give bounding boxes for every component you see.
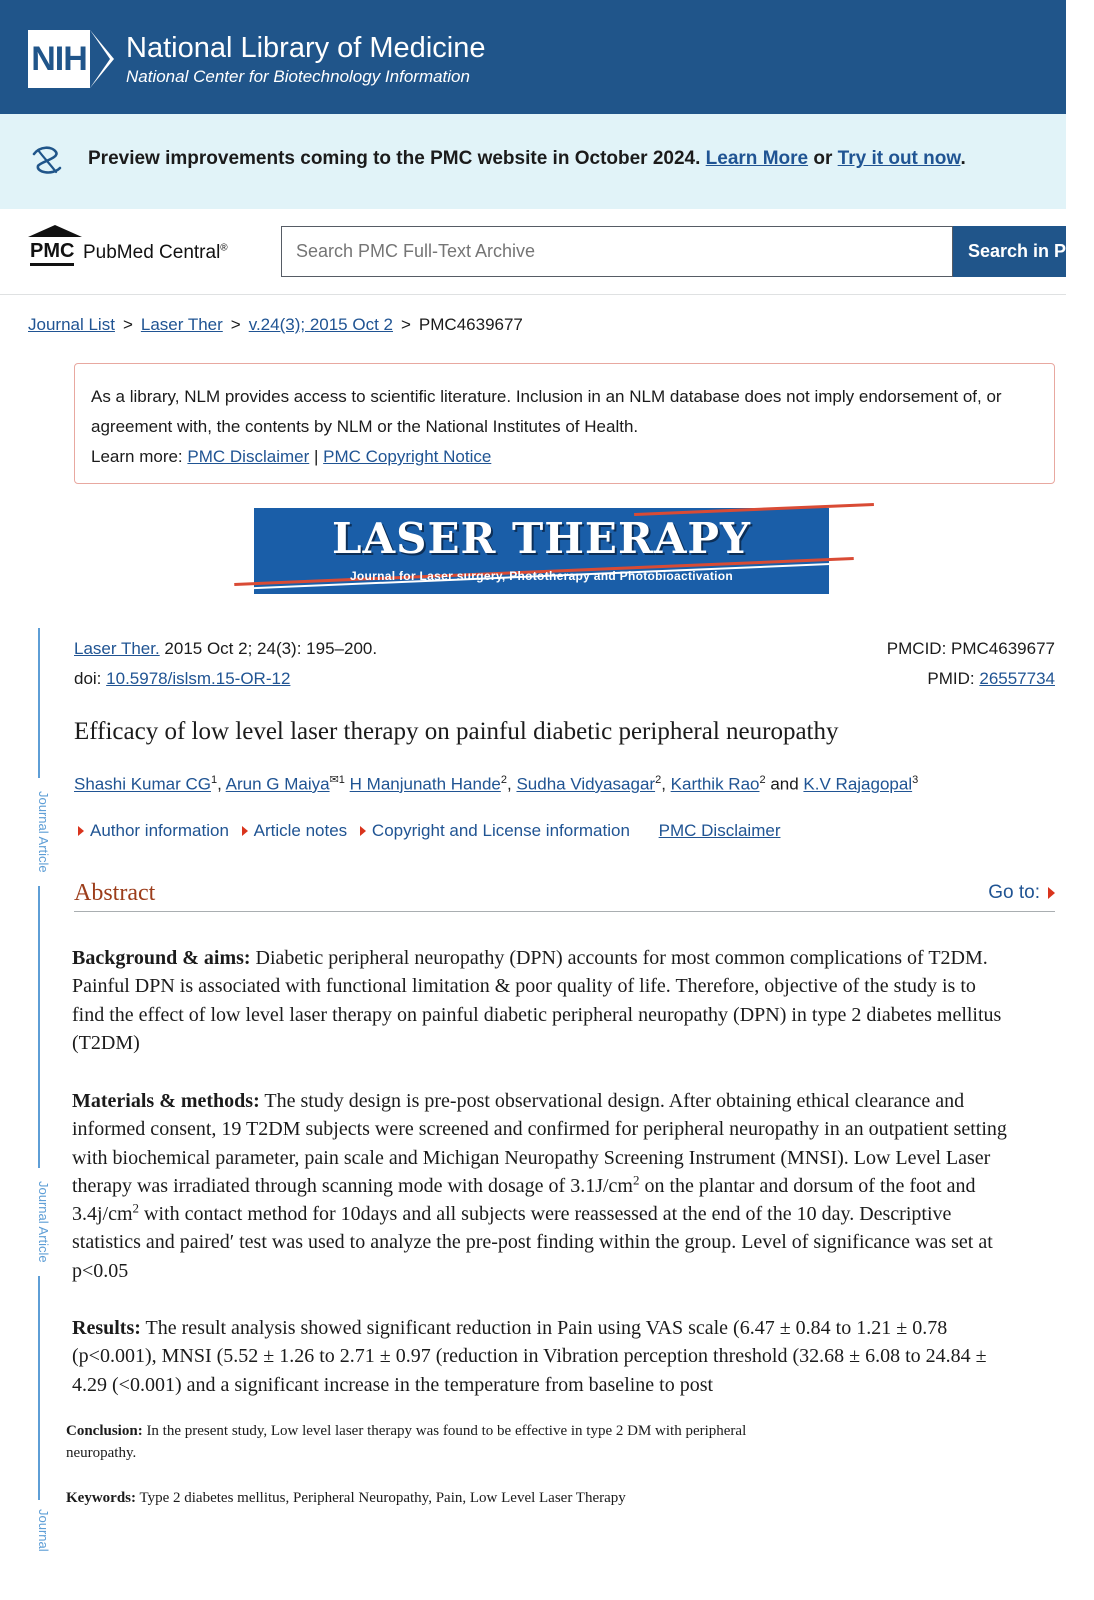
try-it-out-link[interactable]: Try it out now — [837, 148, 961, 169]
abstract-heading: Abstract — [74, 880, 156, 906]
breadcrumb — [28, 315, 523, 335]
article-notes-label: Article notes — [253, 821, 348, 840]
nlm-title[interactable]: National Library of Medicine — [126, 32, 486, 64]
citation-left — [74, 634, 377, 694]
methods-superscript: 2 — [132, 1200, 140, 1216]
citation-line — [74, 634, 377, 664]
methods-label: Materials & methods: — [72, 1090, 260, 1112]
background-label: Background & aims: — [72, 947, 251, 969]
methods-superscript: 2 — [632, 1172, 640, 1188]
author-affiliation: 2 — [655, 774, 662, 786]
breadcrumb-issue[interactable]: v.24(3); 2015 Oct 2 — [248, 315, 393, 334]
pmc-search-bar — [0, 209, 1094, 295]
author-affiliation: 3 — [912, 774, 919, 786]
caret-right-icon — [78, 826, 84, 836]
preview-text — [88, 148, 966, 170]
journal-link[interactable]: Laser Ther. — [74, 639, 160, 658]
author-link[interactable]: K.V Rajagopal — [803, 774, 913, 794]
rail-label-journal-article: Journal Article — [27, 1168, 51, 1276]
breadcrumb-current: PMC4639677 — [418, 315, 523, 334]
breadcrumb-separator: > — [122, 315, 133, 334]
pmc-logo-name — [83, 242, 228, 264]
caret-right-icon — [1048, 887, 1055, 899]
abstract-methods — [72, 1087, 1012, 1285]
background-text: Diabetic peripheral neuropathy (DPN) accounts for most common complications of T2DM. Painful DPN is associated with functional limitation & poor quality of life. Therefore, objective of the study is to find the effect of low level laser therapy on painful diabetic peripheral neuropathy (DPN) in type 2 diabetes mellitus (T2DM) — [72, 947, 1002, 1054]
author-info-label: Author information — [90, 821, 229, 840]
breadcrumb-separator: > — [400, 315, 411, 334]
abstract-results — [72, 1314, 1002, 1399]
article-notes-toggle[interactable] — [238, 821, 352, 840]
nih-logo[interactable] — [28, 30, 118, 88]
disclaimer-divider: | — [313, 447, 319, 466]
preview-or: or — [813, 148, 833, 169]
goto-menu[interactable] — [988, 882, 1055, 904]
results-label: Results: — [72, 1317, 141, 1339]
author-affiliation: 2 — [759, 774, 766, 786]
nih-logo-arrow-inner — [90, 30, 110, 88]
citation-details: 2015 Oct 2; 24(3): 195–200. — [164, 639, 378, 658]
conclusion-label: Conclusion: — [66, 1423, 143, 1439]
rail-label-journal-article: Journal Article — [27, 778, 51, 886]
rail-line — [38, 628, 40, 778]
methods-text-3: with contact method for 10days and all subjects were reassessed at the end of the 10 day. Descriptive statistics and paired′ test was used to analyze the pre-post finding within the group. Level of significance was set at p<0.05 — [72, 1203, 993, 1282]
copyright-toggle[interactable] — [356, 821, 634, 840]
citation-right — [887, 634, 1055, 694]
author-separator: , — [507, 774, 517, 794]
search-input[interactable] — [281, 226, 953, 277]
search-button[interactable]: Search in PMC — [953, 226, 1066, 277]
learn-more-link[interactable]: Learn More — [705, 148, 809, 169]
nih-logo-text: NIH — [28, 30, 90, 88]
pmid-label: PMID: — [927, 669, 975, 688]
pmcid-label: PMCID: — [886, 639, 947, 658]
methods-text-2: on the plantar and dorsum of the foot and 3.4j/cm — [72, 1174, 976, 1226]
preview-period: . — [960, 148, 966, 169]
pmid-link[interactable]: 26557734 — [979, 669, 1055, 688]
results-text: The result analysis showed significant reduction in Pain using VAS scale (6.47 ± 0.84 to 1.21 ± 0.78 (p<0.001), MNSI (5.52 ± 1.26 to 2.71 ± 0.97 (reduction in Vibration perception threshold (32.68 ± 6.08 to 24.84 ± 4.29 (<0.001) and a significant increase in the temperature from baseline to post — [72, 1317, 987, 1396]
banner-subtitle: Journal for Laser surgery, Phototherapy and Photobioactivation — [349, 569, 734, 583]
author-separator: and — [765, 774, 804, 794]
author-separator: , — [217, 774, 226, 794]
preview-icon — [30, 144, 64, 178]
pmc-logo[interactable] — [28, 225, 238, 275]
copyright-label: Copyright and License information — [371, 821, 630, 840]
breadcrumb-separator: > — [230, 315, 241, 334]
conclusion-text: In the present study, Low level laser therapy was found to be effective in type 2 DM with peripheral neuropathy. — [66, 1423, 747, 1461]
author-link[interactable]: Arun G Maiya — [225, 774, 330, 794]
abstract-section-header — [74, 874, 1055, 912]
pmcid-value: PMC4639677 — [951, 639, 1055, 658]
preview-banner — [0, 114, 1066, 209]
ncbi-subtitle: National Center for Biotechnology Information — [126, 67, 470, 86]
pmcid-line — [887, 634, 1055, 664]
abstract-background — [72, 944, 1002, 1057]
doi-link[interactable]: 10.5978/islsm.15-OR-12 — [106, 669, 291, 688]
journal-banner[interactable] — [254, 508, 829, 594]
pmc-logo-reg: ® — [220, 242, 228, 254]
nlm-disclaimer-box — [74, 363, 1055, 484]
doi-line — [74, 664, 377, 694]
disclaimer-learn-more — [91, 442, 1038, 472]
author-link[interactable]: Shashi Kumar CG — [74, 774, 211, 794]
banner-title: LASER THERAPY — [332, 514, 751, 563]
methods-text-1: The study design is pre-post observational design. After obtaining ethical clearance and informed consent, 19 T2DM subjects were screened and confirmed for peripheral neuropathy in an outpatient setting with biochemical parameter, pain scale and Michigan Neuropathy Screening Instrument (MNSI). Low Level Laser therapy was irradiated through scanning mode with dosage of 3.1J/cm — [72, 1090, 1007, 1197]
rail-label-journal: Journal — [27, 1500, 51, 1560]
disclaimer-learn-more-label: Learn more: — [91, 447, 183, 466]
keywords-label: Keywords: — [66, 1490, 136, 1506]
pmc-copyright-link[interactable]: PMC Copyright Notice — [323, 447, 492, 466]
rail-line — [38, 886, 40, 1168]
pmc-logo-roof-icon — [28, 225, 82, 237]
caret-right-icon — [360, 826, 366, 836]
author-info-toggle[interactable] — [74, 821, 233, 840]
nih-header — [0, 0, 1066, 114]
article-meta-links — [74, 821, 780, 841]
author-affiliation: 2 — [500, 774, 507, 786]
author-affiliation: 1 — [211, 774, 218, 786]
doi-label: doi: — [74, 669, 102, 688]
pmc-logo-name-text: PubMed Central — [83, 242, 221, 263]
breadcrumb-journal-list[interactable]: Journal List — [28, 315, 115, 334]
abstract-keywords — [66, 1487, 786, 1509]
author-link[interactable]: Sudha Vidyasagar — [516, 774, 656, 794]
article-title: Efficacy of low level laser therapy on painful diabetic peripheral neuropathy — [74, 718, 839, 745]
breadcrumb-laser-ther[interactable]: Laser Ther — [140, 315, 223, 334]
rail-line — [38, 1276, 40, 1500]
author-separator: , — [661, 774, 671, 794]
pmc-disclaimer-link[interactable]: PMC Disclaimer — [187, 447, 310, 466]
abstract-conclusion — [66, 1420, 786, 1464]
author-affiliation: ✉1 — [329, 774, 345, 786]
author-link[interactable]: H Manjunath Hande — [349, 774, 501, 794]
author-list — [74, 773, 918, 795]
pmid-line — [887, 664, 1055, 694]
author-link[interactable]: Karthik Rao — [670, 774, 760, 794]
caret-right-icon — [242, 826, 248, 836]
pmc-disclaimer-meta-link[interactable]: PMC Disclaimer — [658, 821, 781, 840]
pmc-logo-abbr: PMC — [30, 241, 74, 266]
keywords-text: Type 2 diabetes mellitus, Peripheral Neuropathy, Pain, Low Level Laser Therapy — [139, 1490, 626, 1506]
preview-message: Preview improvements coming to the PMC website in October 2024. — [88, 148, 701, 169]
goto-label: Go to: — [988, 882, 1040, 903]
disclaimer-text: As a library, NLM provides access to scientific literature. Inclusion in an NLM database does not imply endorsement of, or agreement with, the contents by NLM or the National Institutes of Health. — [91, 387, 1002, 436]
